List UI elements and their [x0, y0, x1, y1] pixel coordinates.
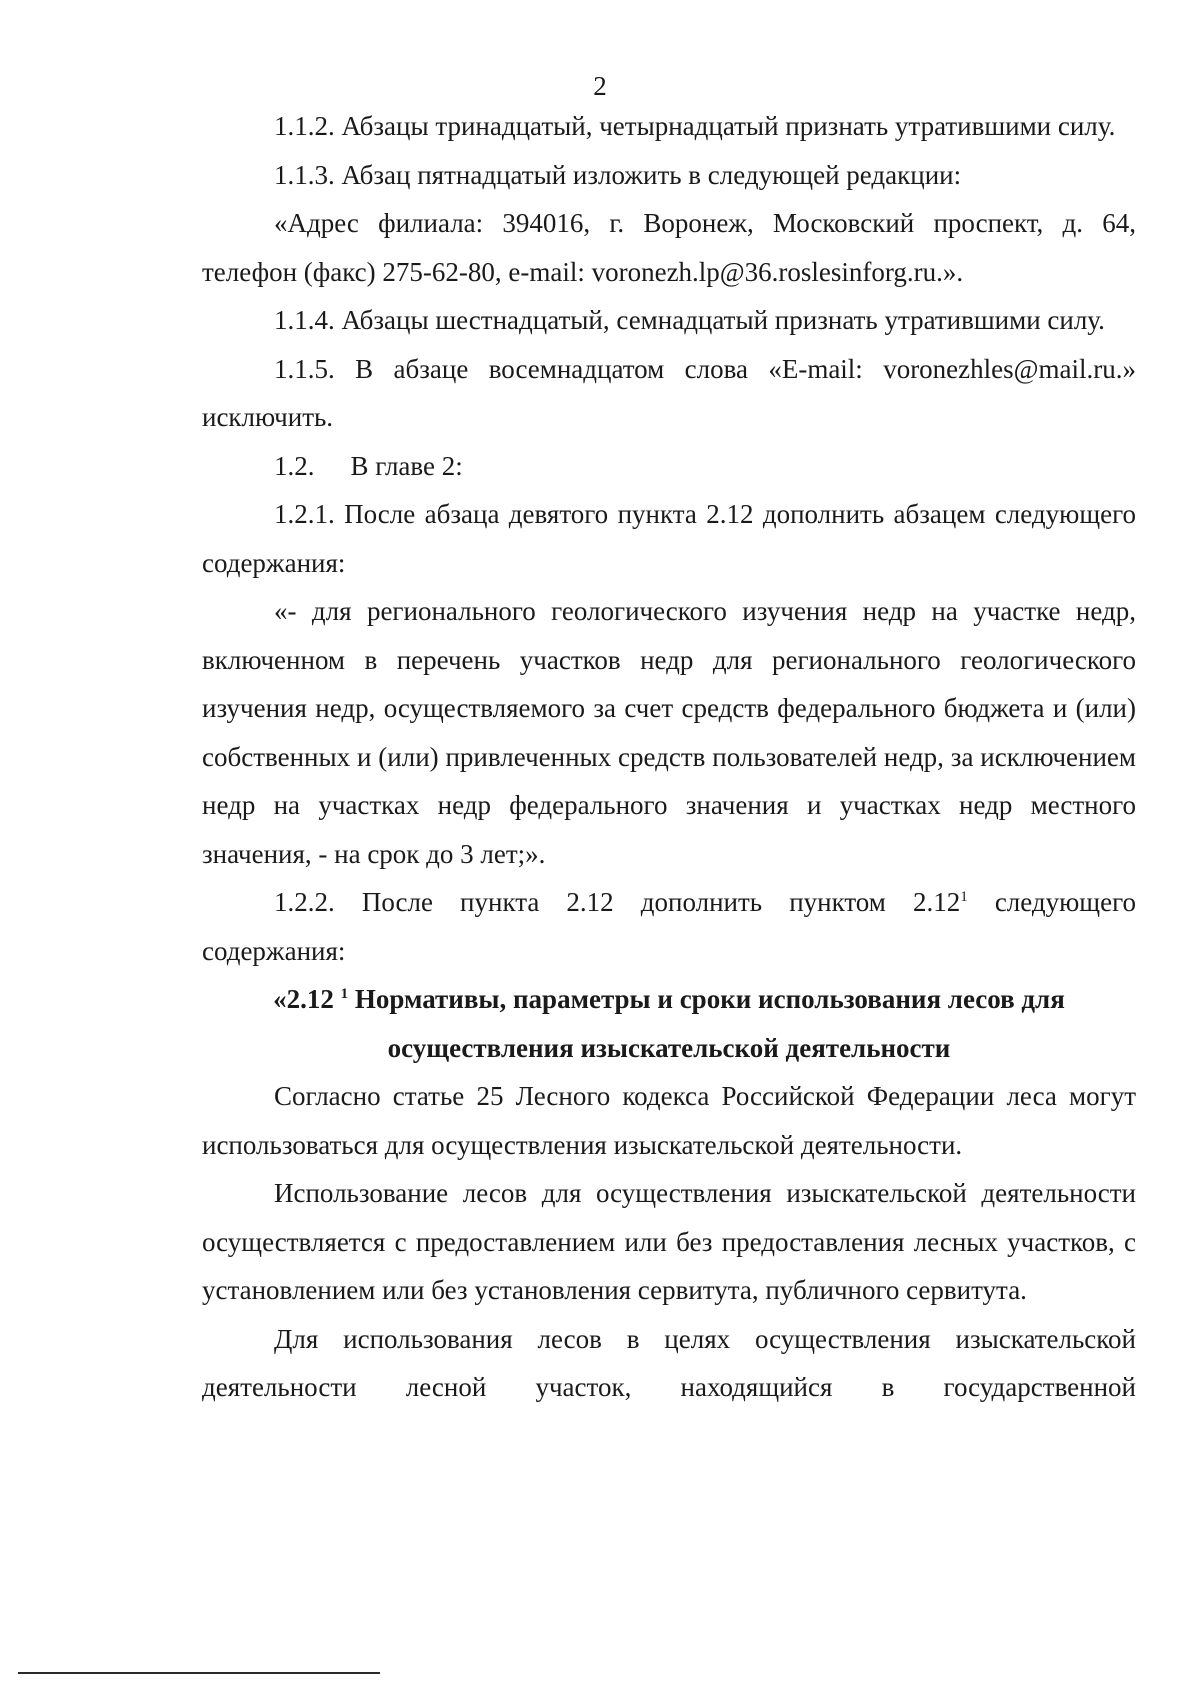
paragraph-1-1-5: 1.1.5. В абзаце восемнадцатом слова «E-mail: voronezhles@mail.ru.» исключить.	[202, 353, 1136, 432]
paragraph-1-2-1: 1.2.1. После абзаца девятого пункта 2.12 дополнить абзацем следующего содержания:	[202, 499, 1136, 578]
paragraph-1-1-2: 1.1.2. Абзацы тринадцатый, четырнадцатый признать утратившими силу.	[274, 111, 1116, 141]
section-heading	[202, 975, 1136, 1072]
paragraph-1-2	[202, 442, 1136, 491]
paragraph-geological-study: «- для регионального геологического изучения недр на участке недр, включенном в перечень участков недр для регионального геологического изучения недр, осуществляемого за счет средств федерального бюджета и (или) собственных и (или) привлеченных средств пользователей недр, за исключением недр на участках недр федерального значения и участках недр местного значения, - на срок до 3 лет;».	[202, 596, 1136, 869]
heading-superscript: 1	[340, 986, 349, 1002]
clause-text: В главе 2:	[350, 450, 463, 481]
superscript-index: 1	[960, 889, 968, 905]
paragraph-1-1-4: 1.1.4. Абзацы шестнадцатый, семнадцатый признать утратившими силу.	[274, 305, 1105, 335]
footer-rule	[18, 1672, 380, 1674]
heading-number: «2.12	[273, 984, 341, 1014]
paragraph-branch-address: «Адрес филиала: 394016, г. Воронеж, Московский проспект, д. 64, телефон (факс) 275-62-80, e-mail: voronezh.lp@36.roslesinforg.ru.».	[202, 208, 1136, 287]
paragraph-1-1-3: 1.1.3. Абзац пятнадцатый изложить в следующей редакции:	[274, 159, 962, 190]
paragraph-forest-use: Использование лесов для осуществления изыскательской деятельности осуществляется с предоставлением или без предоставления лесных участков, с установлением или без установления сервитута, публичного сервитута.	[202, 1178, 1136, 1305]
paragraph-1-2-2	[202, 878, 1136, 975]
clause-text-end: следующего содержания:	[202, 887, 1136, 966]
paragraph-forest-code: Согласно статье 25 Лесного кодекса Российской Федерации леса могут использоваться для осуществления изыскательской деятельности.	[202, 1081, 1136, 1160]
heading-text: Нормативы, параметры и сроки использования лесов для осуществления изыскательской деятельности	[348, 984, 1065, 1063]
document-body	[202, 102, 1136, 1412]
clause-number: 1.2.	[274, 450, 315, 481]
clause-text-start: 1.2.2. После пункта 2.12 дополнить пунктом 2.12	[274, 887, 961, 917]
page-number: 2	[593, 71, 607, 101]
paragraph-forest-plot: Для использования лесов в целях осуществления изыскательской деятельности лесной участок, находящийся в государственной	[202, 1323, 1136, 1402]
